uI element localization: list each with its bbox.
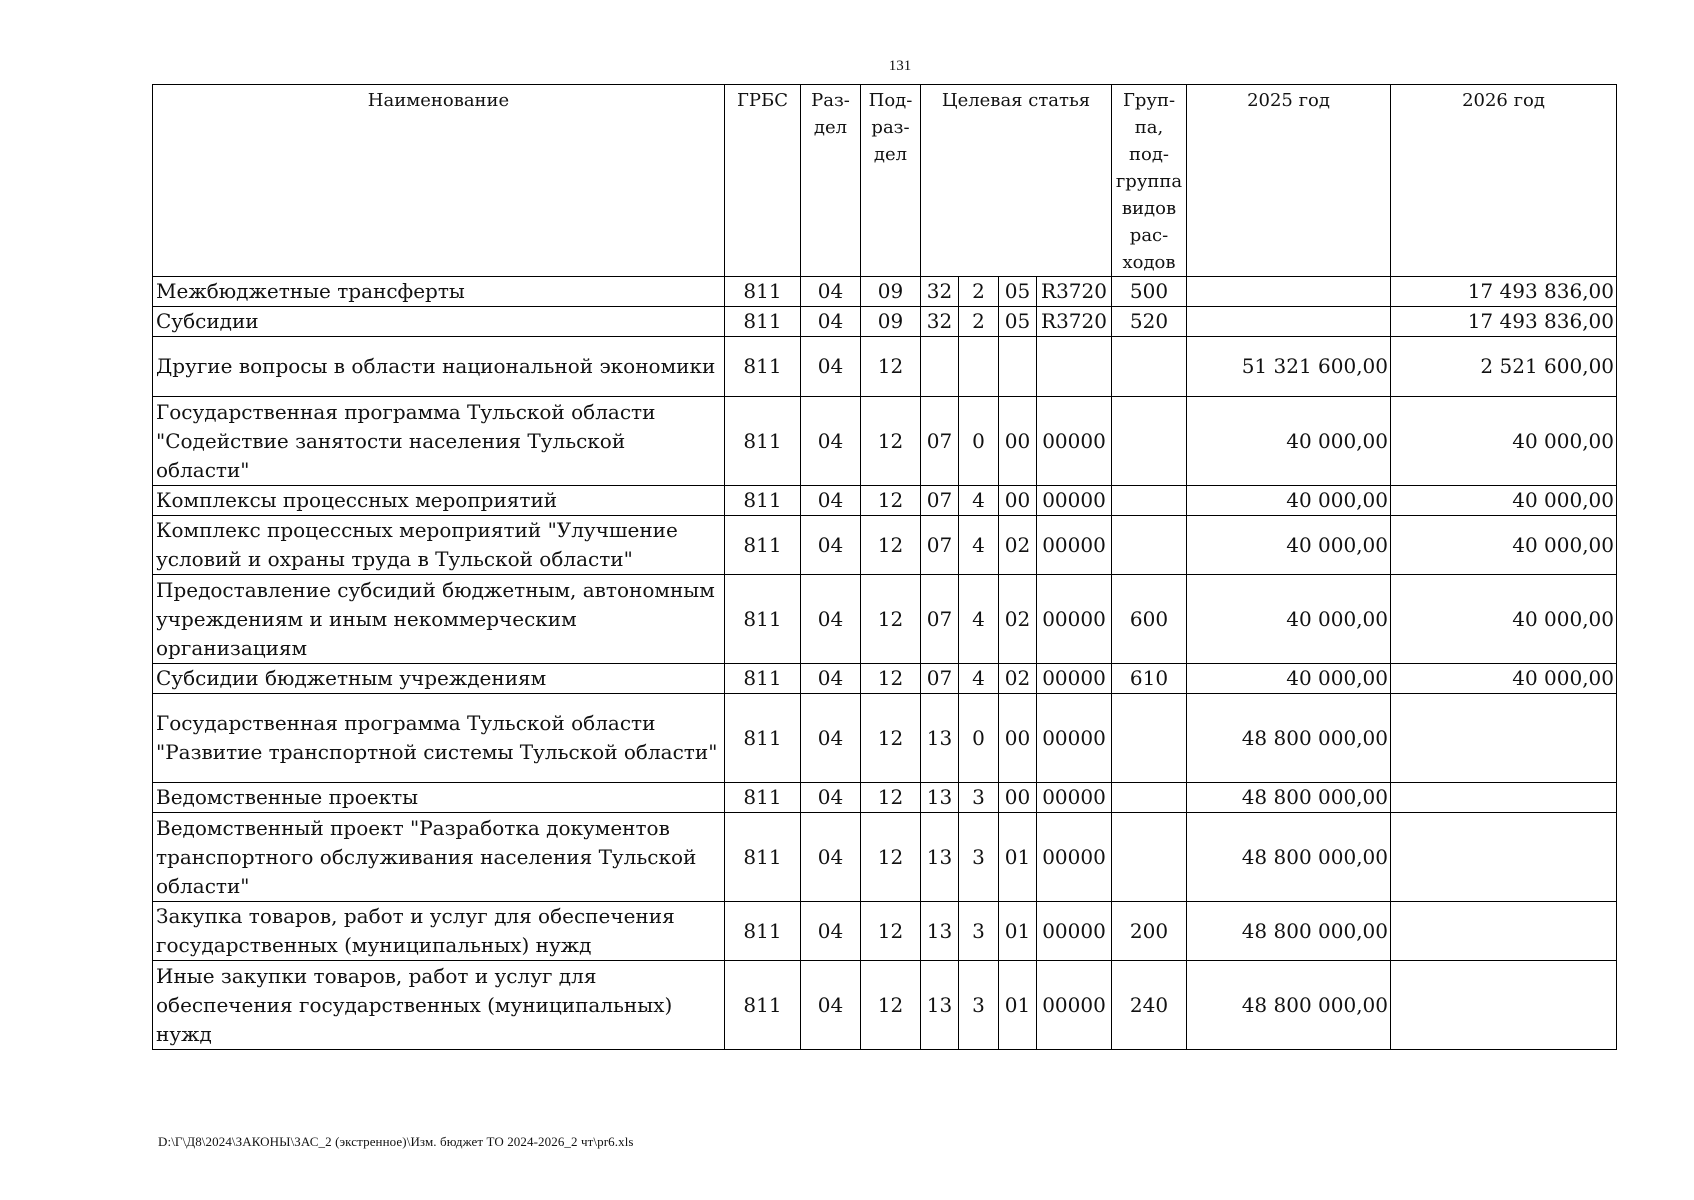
row-razdel: 04	[801, 664, 861, 694]
row-grbs: 811	[725, 902, 801, 961]
table-row	[153, 516, 1617, 575]
row-grbs: 811	[725, 397, 801, 486]
row-target-program: 07	[921, 575, 959, 664]
table-row	[153, 277, 1617, 307]
row-target-program: 13	[921, 783, 959, 813]
row-amount-2025: 48 800 000,00	[1187, 961, 1391, 1050]
row-target-type: 4	[959, 575, 999, 664]
row-amount-2025: 48 800 000,00	[1187, 694, 1391, 783]
row-target-type: 3	[959, 813, 999, 902]
row-razdel: 04	[801, 277, 861, 307]
row-amount-2025: 40 000,00	[1187, 575, 1391, 664]
table-row	[153, 486, 1617, 516]
row-grbs: 811	[725, 694, 801, 783]
row-amount-2025: 40 000,00	[1187, 516, 1391, 575]
row-podrazdel: 12	[861, 902, 921, 961]
row-amount-2025	[1187, 307, 1391, 337]
row-target-direction: 00000	[1037, 813, 1112, 902]
row-target-direction: 00000	[1037, 516, 1112, 575]
row-target-direction: 00000	[1037, 486, 1112, 516]
row-name: Государственная программа Тульской области "Содействие занятости населения Тульской области"	[153, 397, 725, 486]
row-name: Субсидии бюджетным учреждениям	[153, 664, 725, 694]
header-podrazdel: Под- раз- дел	[861, 85, 921, 277]
row-razdel: 04	[801, 307, 861, 337]
row-target-element: 02	[999, 575, 1037, 664]
row-podrazdel: 12	[861, 575, 921, 664]
row-grbs: 811	[725, 516, 801, 575]
row-target-direction: 00000	[1037, 694, 1112, 783]
row-target-type: 3	[959, 961, 999, 1050]
header-target-article: Целевая статья	[921, 85, 1112, 277]
row-razdel: 04	[801, 783, 861, 813]
row-amount-2026: 40 000,00	[1391, 575, 1617, 664]
row-name: Ведомственный проект "Разработка документов транспортного обслуживания населения Тульской области"	[153, 813, 725, 902]
table-row	[153, 664, 1617, 694]
row-name: Другие вопросы в области национальной экономики	[153, 337, 725, 397]
row-grbs: 811	[725, 486, 801, 516]
row-razdel: 04	[801, 486, 861, 516]
row-grbs: 811	[725, 783, 801, 813]
row-target-type: 0	[959, 694, 999, 783]
row-target-type	[959, 337, 999, 397]
row-name: Комплексы процессных мероприятий	[153, 486, 725, 516]
row-amount-2025: 40 000,00	[1187, 664, 1391, 694]
header-razdel: Раз- дел	[801, 85, 861, 277]
row-podrazdel: 12	[861, 337, 921, 397]
table-row	[153, 575, 1617, 664]
row-podrazdel: 12	[861, 397, 921, 486]
row-target-program: 32	[921, 307, 959, 337]
row-target-direction: R3720	[1037, 277, 1112, 307]
table-header-row	[153, 85, 1617, 277]
row-name: Межбюджетные трансферты	[153, 277, 725, 307]
table-row	[153, 902, 1617, 961]
row-name: Предоставление субсидий бюджетным, автономным учреждениям и иным некоммерческим организациям	[153, 575, 725, 664]
row-razdel: 04	[801, 902, 861, 961]
row-name: Закупка товаров, работ и услуг для обеспечения государственных (муниципальных) нужд	[153, 902, 725, 961]
row-amount-2025: 40 000,00	[1187, 486, 1391, 516]
row-amount-2025: 48 800 000,00	[1187, 902, 1391, 961]
row-amount-2025: 48 800 000,00	[1187, 783, 1391, 813]
row-target-program	[921, 337, 959, 397]
row-expense-group	[1112, 337, 1187, 397]
row-target-program: 13	[921, 902, 959, 961]
row-target-element: 00	[999, 694, 1037, 783]
table-row	[153, 337, 1617, 397]
row-name: Комплекс процессных мероприятий "Улучшение условий и охраны труда в Тульской области"	[153, 516, 725, 575]
row-target-direction: R3720	[1037, 307, 1112, 337]
row-name: Субсидии	[153, 307, 725, 337]
row-expense-group	[1112, 486, 1187, 516]
row-razdel: 04	[801, 397, 861, 486]
row-target-program: 13	[921, 961, 959, 1050]
row-target-element	[999, 337, 1037, 397]
row-razdel: 04	[801, 813, 861, 902]
row-target-direction: 00000	[1037, 397, 1112, 486]
row-podrazdel: 09	[861, 307, 921, 337]
row-target-element: 01	[999, 902, 1037, 961]
row-target-type: 3	[959, 783, 999, 813]
row-amount-2026: 17 493 836,00	[1391, 277, 1617, 307]
row-target-program: 07	[921, 516, 959, 575]
row-amount-2026: 40 000,00	[1391, 516, 1617, 575]
row-target-type: 4	[959, 664, 999, 694]
row-target-direction	[1037, 337, 1112, 397]
row-target-element: 05	[999, 307, 1037, 337]
row-expense-group: 240	[1112, 961, 1187, 1050]
row-target-direction: 00000	[1037, 961, 1112, 1050]
row-podrazdel: 12	[861, 783, 921, 813]
row-name: Ведомственные проекты	[153, 783, 725, 813]
page-number: 131	[888, 58, 912, 74]
row-target-direction: 00000	[1037, 783, 1112, 813]
row-name: Государственная программа Тульской области "Развитие транспортной системы Тульской области"	[153, 694, 725, 783]
row-amount-2026	[1391, 783, 1617, 813]
row-target-element: 05	[999, 277, 1037, 307]
row-grbs: 811	[725, 337, 801, 397]
row-expense-group	[1112, 397, 1187, 486]
row-amount-2026	[1391, 813, 1617, 902]
row-grbs: 811	[725, 307, 801, 337]
row-target-type: 2	[959, 307, 999, 337]
row-target-element: 00	[999, 783, 1037, 813]
row-target-direction: 00000	[1037, 902, 1112, 961]
header-year-2026: 2026 год	[1391, 85, 1617, 277]
row-grbs: 811	[725, 961, 801, 1050]
row-target-program: 13	[921, 694, 959, 783]
row-expense-group: 520	[1112, 307, 1187, 337]
row-grbs: 811	[725, 575, 801, 664]
row-amount-2026: 40 000,00	[1391, 397, 1617, 486]
row-podrazdel: 12	[861, 694, 921, 783]
row-expense-group	[1112, 694, 1187, 783]
footer-file-path: D:\Г\Д8\2024\ЗАКОНЫ\ЗАС_2 (экстренное)\Изм. бюджет ТО 2024-2026_2 чт\pr6.xls	[158, 1134, 634, 1149]
row-podrazdel: 09	[861, 277, 921, 307]
row-target-direction: 00000	[1037, 575, 1112, 664]
row-amount-2025: 48 800 000,00	[1187, 813, 1391, 902]
row-amount-2026	[1391, 902, 1617, 961]
row-amount-2026: 2 521 600,00	[1391, 337, 1617, 397]
table-row	[153, 813, 1617, 902]
row-amount-2025	[1187, 277, 1391, 307]
row-target-type: 0	[959, 397, 999, 486]
header-name: Наименование	[153, 85, 725, 277]
row-expense-group	[1112, 783, 1187, 813]
row-name: Иные закупки товаров, работ и услуг для обеспечения государственных (муниципальных) нужд	[153, 961, 725, 1050]
row-target-program: 07	[921, 486, 959, 516]
row-target-program: 32	[921, 277, 959, 307]
row-expense-group: 500	[1112, 277, 1187, 307]
table-row	[153, 694, 1617, 783]
row-expense-group	[1112, 813, 1187, 902]
row-target-type: 4	[959, 516, 999, 575]
row-razdel: 04	[801, 961, 861, 1050]
row-target-element: 02	[999, 664, 1037, 694]
row-amount-2026: 40 000,00	[1391, 486, 1617, 516]
row-razdel: 04	[801, 694, 861, 783]
budget-table	[152, 84, 1617, 1050]
row-grbs: 811	[725, 277, 801, 307]
row-expense-group	[1112, 516, 1187, 575]
row-target-element: 01	[999, 961, 1037, 1050]
table-row	[153, 783, 1617, 813]
row-amount-2026	[1391, 961, 1617, 1050]
row-amount-2026	[1391, 694, 1617, 783]
table-row	[153, 397, 1617, 486]
row-podrazdel: 12	[861, 813, 921, 902]
row-expense-group: 200	[1112, 902, 1187, 961]
row-razdel: 04	[801, 337, 861, 397]
row-target-element: 00	[999, 486, 1037, 516]
row-amount-2025: 40 000,00	[1187, 397, 1391, 486]
row-target-type: 2	[959, 277, 999, 307]
row-grbs: 811	[725, 813, 801, 902]
row-target-direction: 00000	[1037, 664, 1112, 694]
row-podrazdel: 12	[861, 961, 921, 1050]
row-razdel: 04	[801, 575, 861, 664]
row-target-type: 4	[959, 486, 999, 516]
row-expense-group: 600	[1112, 575, 1187, 664]
row-target-type: 3	[959, 902, 999, 961]
header-expense-group: Груп- па, под- группа видов рас- ходов	[1112, 85, 1187, 277]
row-expense-group: 610	[1112, 664, 1187, 694]
header-grbs: ГРБС	[725, 85, 801, 277]
row-target-program: 13	[921, 813, 959, 902]
header-year-2025: 2025 год	[1187, 85, 1391, 277]
row-razdel: 04	[801, 516, 861, 575]
row-grbs: 811	[725, 664, 801, 694]
row-podrazdel: 12	[861, 486, 921, 516]
row-target-program: 07	[921, 664, 959, 694]
row-target-element: 02	[999, 516, 1037, 575]
row-amount-2026: 40 000,00	[1391, 664, 1617, 694]
table-row	[153, 307, 1617, 337]
row-target-element: 00	[999, 397, 1037, 486]
row-target-program: 07	[921, 397, 959, 486]
row-target-element: 01	[999, 813, 1037, 902]
table-row	[153, 961, 1617, 1050]
row-amount-2025: 51 321 600,00	[1187, 337, 1391, 397]
row-podrazdel: 12	[861, 664, 921, 694]
row-amount-2026: 17 493 836,00	[1391, 307, 1617, 337]
row-podrazdel: 12	[861, 516, 921, 575]
